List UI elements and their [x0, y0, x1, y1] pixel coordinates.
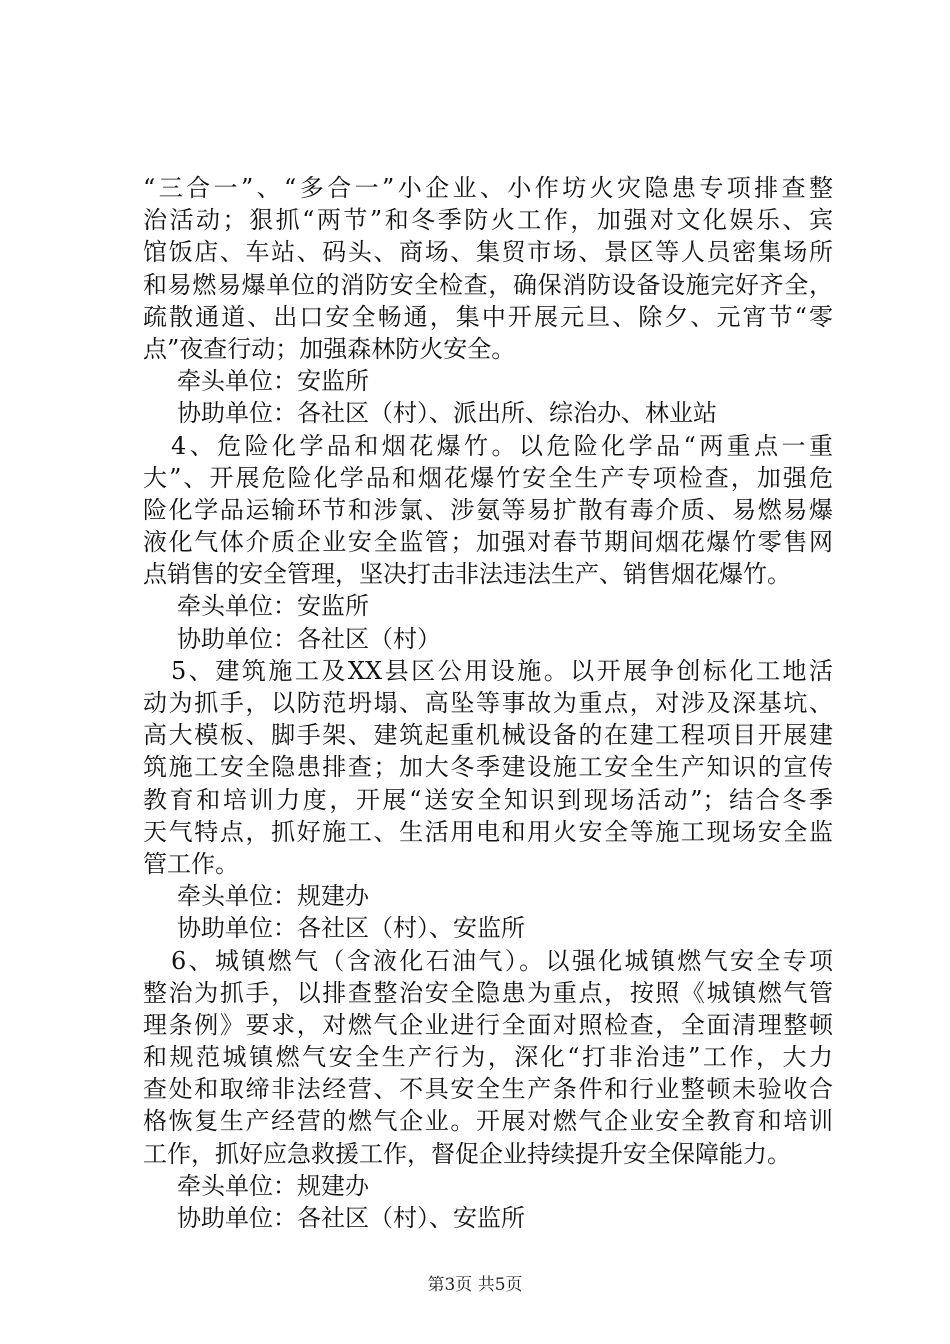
paragraph-line: 液化气体介质企业安全监管；加强对春节期间烟花爆竹零售网: [143, 528, 833, 557]
paragraph-line: 和规范城镇燃气安全生产行为，深化“打非治违”工作，大力: [143, 1043, 833, 1072]
paragraph-line: 疏散通道、出口安全畅通，集中开展元旦、除夕、元宵节“零: [143, 302, 833, 331]
assist-unit-line: 协助单位：各社区（村）、派出所、综治办、林业站: [177, 399, 717, 428]
assist-unit-line: 协助单位：各社区（村）: [177, 624, 441, 653]
paragraph-line: 格恢复生产经营的燃气企业。开展对燃气企业安全教育和培训: [143, 1107, 833, 1136]
paragraph-line: 点销售的安全管理，坚决打击非法违法生产、销售烟花爆竹。: [143, 560, 791, 589]
paragraph-line: 教育和培训力度，开展“送安全知识到现场活动”；结合冬季: [143, 785, 833, 814]
paragraph-line: 工作，抓好应急救援工作，督促企业持续提升安全保障能力。: [143, 1139, 791, 1168]
document-body: [143, 172, 833, 1234]
paragraph-line: 险化学品运输环节和涉氯、涉氨等易扩散有毒介质、易燃易爆: [143, 495, 833, 524]
section-heading-line: 5、建筑施工及XX县区公用设施。以开展争创标化工地活: [171, 656, 833, 685]
page-footer: 第3页 共5页: [427, 1275, 523, 1295]
lead-unit-line: 牵头单位：安监所: [177, 367, 369, 396]
paragraph-line: 点”夜查行动；加强森林防火安全。: [143, 334, 516, 363]
paragraph-line: 整治为抓手，以排查整治安全隐患为重点，按照《城镇燃气管: [143, 978, 833, 1007]
paragraph-line: 馆饭店、车站、码头、商场、集贸市场、景区等人员密集场所: [143, 238, 833, 267]
lead-unit-line: 牵头单位：规建办: [177, 1171, 369, 1200]
paragraph-line: 和易燃易爆单位的消防安全检查，确保消防设备设施完好齐全，: [143, 270, 833, 299]
section-heading-line: 4、危险化学品和烟花爆竹。以危险化学品“两重点一重: [171, 431, 833, 460]
paragraph-line: 管工作。: [143, 849, 239, 878]
paragraph-line: 大”、开展危险化学品和烟花爆竹安全生产专项检查，加强危: [143, 463, 833, 492]
paragraph-line: 天气特点，抓好施工、生活用电和用火安全等施工现场安全监: [143, 817, 833, 846]
paragraph-line: 动为抓手，以防范坍塌、高坠等事故为重点，对涉及深基坑、: [143, 689, 833, 717]
paragraph-line: 高大模板、脚手架、建筑起重机械设备的在建工程项目开展建: [143, 721, 833, 750]
paragraph-line: 治活动；狠抓“两节”和冬季防火工作，加强对文化娱乐、宾: [143, 206, 833, 235]
section-heading-line: 6、城镇燃气（含液化石油气）。以强化城镇燃气安全专项: [171, 946, 833, 975]
paragraph-line: 理条例》要求，对燃气企业进行全面对照检查，全面清理整顿: [143, 1010, 833, 1039]
lead-unit-line: 牵头单位：安监所: [177, 592, 369, 621]
lead-unit-line: 牵头单位：规建办: [177, 882, 369, 911]
paragraph-line: 筑施工安全隐患排查；加大冬季建设施工安全生产知识的宣传: [143, 753, 833, 782]
paragraph-line: “三合一”、“多合一”小企业、小作坊火灾隐患专项排查整: [143, 174, 833, 202]
assist-unit-line: 协助单位：各社区（村）、安监所: [177, 914, 525, 943]
paragraph-line: 查处和取缔非法经营、不具安全生产条件和行业整顿未验收合: [143, 1075, 833, 1104]
assist-unit-line: 协助单位：各社区（村）、安监所: [177, 1204, 525, 1232]
